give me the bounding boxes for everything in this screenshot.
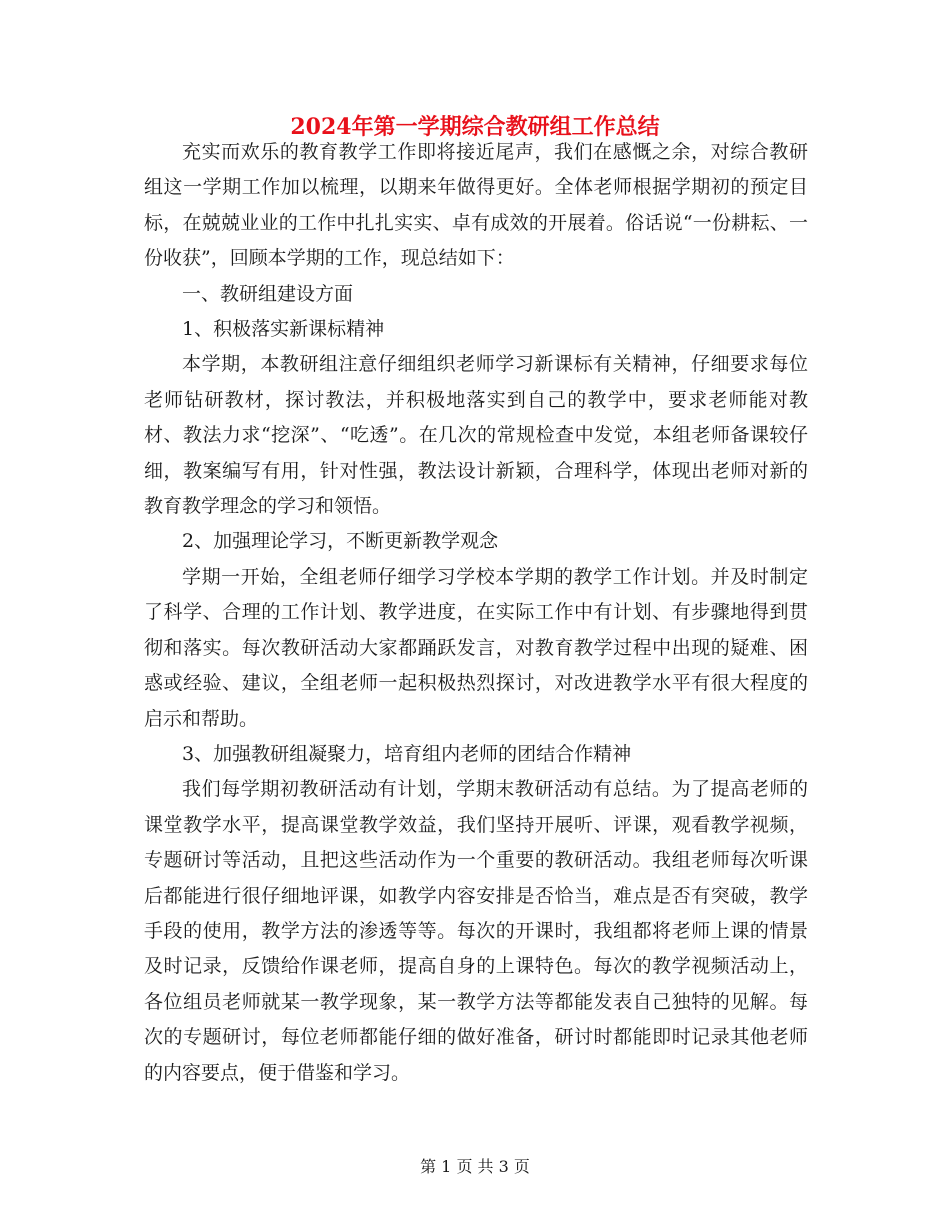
subheading-3: 3、加强教研组凝聚力，培育组内老师的团结合作精神 <box>182 742 632 765</box>
subheading-1: 1、积极落实新课标精神 <box>182 318 385 341</box>
document-title: 2024年第一学期综合教研组工作总结 <box>290 114 660 140</box>
subheading-2: 2、加强理论学习，不断更新教学观念 <box>182 530 499 553</box>
paragraph-intro: 充实而欢乐的教育教学工作即将接近尾声，我们在感慨之余，对综合教研组这一学期工作加以梳理，以期来年做得更好。全体老师根据学期初的预定目标，在兢兢业业的工作中扎扎实实、卓有成效的开展着。俗话说“一份耕耘、一份收获”，回顾本学期的工作，现总结如下： <box>144 141 808 270</box>
document-body <box>144 135 808 1091</box>
paragraph-1: 本学期，本教研组注意仔细组织老师学习新课标有关精神，仔细要求每位老师钻研教材，探讨教法，并积极地落实到自己的教学中，要求老师能对教材、教法力求“挖深”、“吃透”。在几次的常规检查中发觉，本组老师备课较仔细，教案编写有用，针对性强，教法设计新颖，合理科学，体现出老师对新的教育教学理念的学习和领悟。 <box>144 353 808 518</box>
paragraph-2: 学期一开始，全组老师仔细学习学校本学期的教学工作计划。并及时制定了科学、合理的工作计划、教学进度，在实际工作中有计划、有步骤地得到贯彻和落实。每次教研活动大家都踊跃发言，对教育教学过程中出现的疑难、困惑或经验、建议，全组老师一起积极热烈探讨，对改进教学水平有很大程度的启示和帮助。 <box>144 565 808 730</box>
page-footer: 第 1 页 共 3 页 <box>420 1157 530 1176</box>
paragraph-3: 我们每学期初教研活动有计划，学期末教研活动有总结。为了提高老师的课堂教学水平，提高课堂教学效益，我们坚持开展听、评课，观看教学视频，专题研讨等活动，且把这些活动作为一个重要的教研活动。我组老师每次听课后都能进行很仔细地评课，如教学内容安排是否恰当，难点是否有突破，教学手段的使用，教学方法的渗透等等。每次的开课时，我组都将老师上课的情景及时记录，反馈给作课老师，提高自身的上课特色。每次的教学视频活动上，各位组员老师就某一教学现象，某一教学方法等都能发表自己独特的见解。每次的专题研讨，每位老师都能仔细的做好准备，研讨时都能即时记录其他老师的内容要点，便于借鉴和学习。 <box>144 778 808 1084</box>
section-heading-1: 一、教研组建设方面 <box>182 282 354 305</box>
